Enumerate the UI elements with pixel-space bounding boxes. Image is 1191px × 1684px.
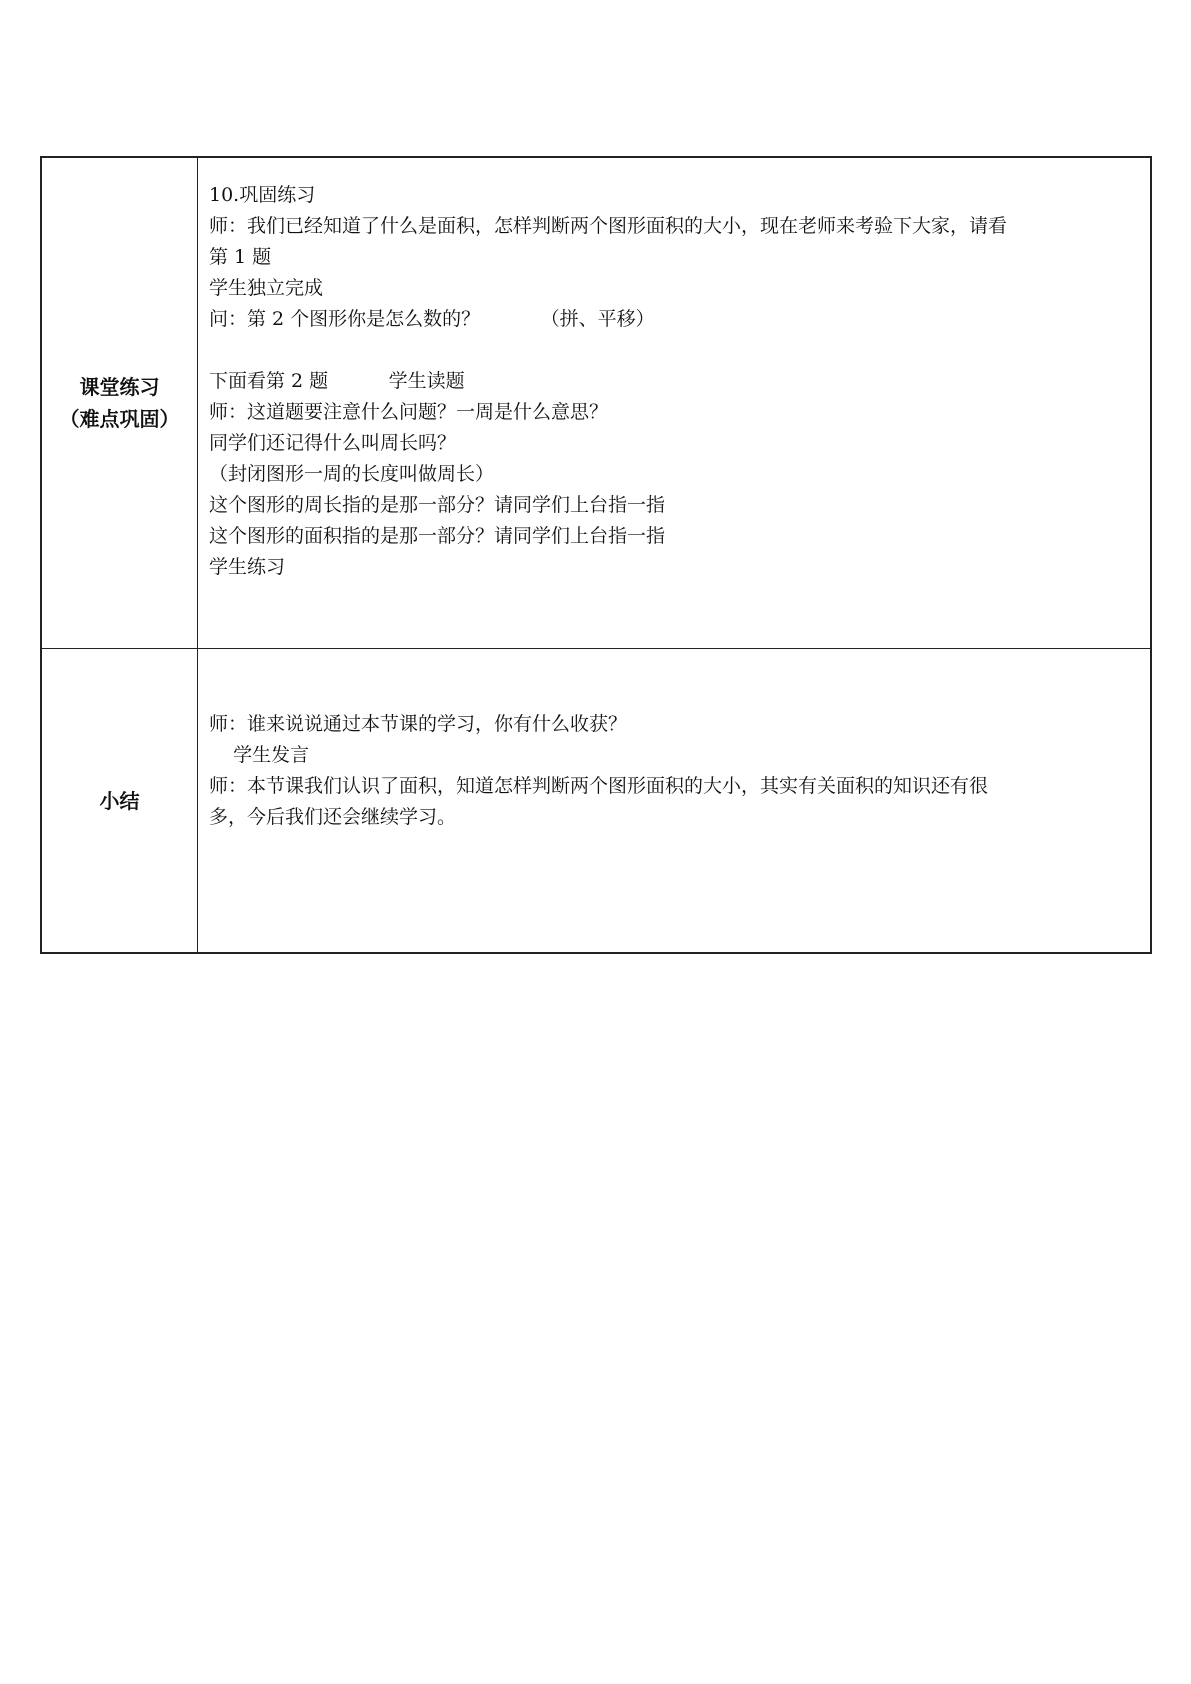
practice-line: 学生独立完成 <box>209 277 324 299</box>
practice-content-cell <box>198 157 1152 649</box>
summary-row <box>41 649 1151 954</box>
practice-line: 下面看第 2 题 学生读题 <box>209 370 465 392</box>
practice-line: 学生练习 <box>209 556 286 578</box>
summary-line: 学生发言 <box>209 744 310 766</box>
summary-line: 师：本节课我们认识了面积，知道怎样判断两个图形面积的大小，其实有关面积的知识还有很 <box>209 775 989 797</box>
practice-label-cell <box>41 157 198 649</box>
practice-label-line2: （难点巩固） <box>59 407 180 431</box>
practice-label-line1: 课堂练习 <box>79 375 160 399</box>
practice-line: （封闭图形一周的长度叫做周长） <box>209 463 495 485</box>
practice-line: 问：第 2 个图形你是怎么数的？ （拼、平移） <box>209 308 655 330</box>
practice-content <box>198 158 1150 583</box>
practice-row <box>41 157 1151 649</box>
summary-content <box>198 649 1150 833</box>
practice-line: 这个图形的周长指的是那一部分？请同学们上台指一指 <box>209 494 666 516</box>
practice-line: 同学们还记得什么叫周长吗？ <box>209 432 457 454</box>
practice-line: 这个图形的面积指的是那一部分？请同学们上台指一指 <box>209 525 666 547</box>
lesson-plan-table <box>40 156 1152 954</box>
summary-label-cell <box>41 649 198 954</box>
practice-line: 10.巩固练习 <box>209 184 316 206</box>
practice-line: 第 1 题 <box>209 246 272 268</box>
summary-content-cell <box>198 649 1152 954</box>
summary-line: 师：谁来说说通过本节课的学习，你有什么收获？ <box>209 713 628 735</box>
practice-line: 师：我们已经知道了什么是面积，怎样判断两个图形面积的大小，现在老师来考验下大家，请看 <box>209 215 1008 237</box>
summary-label: 小结 <box>99 788 140 813</box>
practice-line <box>209 335 1142 366</box>
summary-line: 多，今后我们还会继续学习。 <box>209 806 457 828</box>
practice-line: 师：这道题要注意什么问题？一周是什么意思？ <box>209 401 609 423</box>
